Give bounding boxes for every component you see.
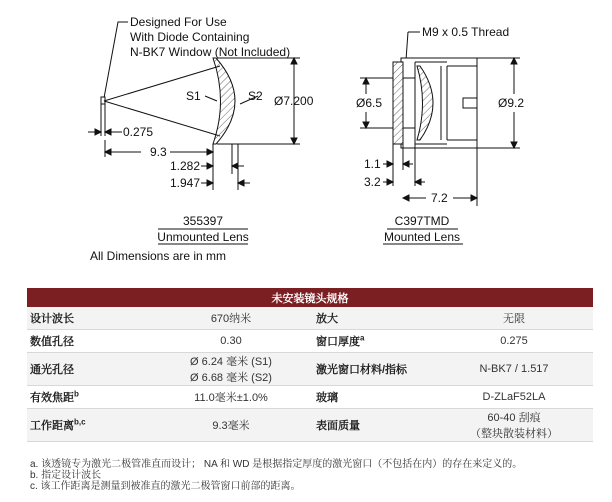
diameter-92: Ø9.2	[498, 96, 525, 110]
dim-11: 1.1	[364, 157, 381, 171]
row-label: 有效焦距$^b$	[27, 386, 149, 409]
table-row	[27, 330, 593, 353]
spec-table	[27, 288, 593, 442]
table-header	[27, 288, 593, 307]
table-title: 未安装镜头规格	[27, 288, 593, 307]
diameter-65: Ø6.5	[356, 96, 383, 110]
unmounted-label: Unmounted Lens	[157, 230, 249, 244]
footnote-b: b. 指定设计波长	[30, 470, 102, 481]
row-label: 设计波长	[27, 307, 149, 330]
surface-s1-label: S1	[186, 89, 201, 103]
row-label: 窗口厚度$^a$	[313, 330, 435, 353]
row-label: 通光孔径	[27, 353, 149, 386]
dim-72: 7.2	[431, 191, 448, 205]
row-label: 表面质量	[313, 409, 435, 442]
row-value: Ø 6.24 毫米 (S1) Ø 6.68 毫米 (S2)	[149, 353, 313, 386]
surface-s2-label: S2	[248, 89, 263, 103]
callout-line-2: With Diode Containing	[130, 30, 250, 44]
row-label: 玻璃	[313, 386, 435, 409]
row-value: 0.275	[435, 330, 593, 353]
row-value: D-ZLaF52LA	[435, 386, 593, 409]
mounted-lens-drawing	[360, 32, 520, 244]
row-value: 无限	[435, 307, 593, 330]
dim-93: 9.3	[150, 145, 167, 159]
footnotes	[30, 459, 522, 492]
table-row	[27, 353, 593, 386]
callout-line-3: N-BK7 Window (Not Included)	[130, 45, 291, 59]
row-value: 9.3毫米	[149, 409, 313, 442]
row-value: 0.30	[149, 330, 313, 353]
dim-1947: 1.947	[170, 176, 201, 190]
units-note: All Dimensions are in mm	[90, 249, 227, 263]
row-value: 60-40 刮痕 （整块散装材料）	[435, 409, 593, 442]
dim-1282: 1.282	[170, 159, 201, 173]
unmounted-part-number: 355397	[182, 214, 224, 228]
mounted-part-number: C397TMD	[394, 214, 450, 228]
mounted-label: Mounted Lens	[383, 230, 461, 244]
row-value: N-BK7 / 1.517	[435, 353, 593, 386]
footnote-a: a. 该透镜专为激光二极管准直而设计； NA 和 WD 是根据指定厚度的激光窗口（不包括在内）的存在来定义的。	[30, 459, 523, 470]
row-label: 数值孔径	[27, 330, 149, 353]
row-value: 11.0毫米±1.0%	[149, 386, 313, 409]
row-label: 工作距离$^{b,c}$	[27, 409, 149, 442]
table-row	[27, 409, 593, 442]
dim-0275: 0.275	[123, 125, 154, 139]
row-label: 激光窗口材料/指标	[313, 353, 435, 386]
row-label: 放大	[313, 307, 435, 330]
dim-32: 3.2	[364, 175, 381, 189]
row-value: 670纳米	[149, 307, 313, 330]
thread-label: M9 x 0.5 Thread	[422, 25, 510, 39]
table-row	[27, 386, 593, 409]
footnote-c: c. 该工作距离是测量到被准直的激光二极管窗口前部的距离。	[30, 481, 301, 492]
diameter-7200: Ø7.200	[274, 94, 314, 108]
table-row	[27, 307, 593, 330]
callout-line-1: Designed For Use	[130, 15, 227, 29]
